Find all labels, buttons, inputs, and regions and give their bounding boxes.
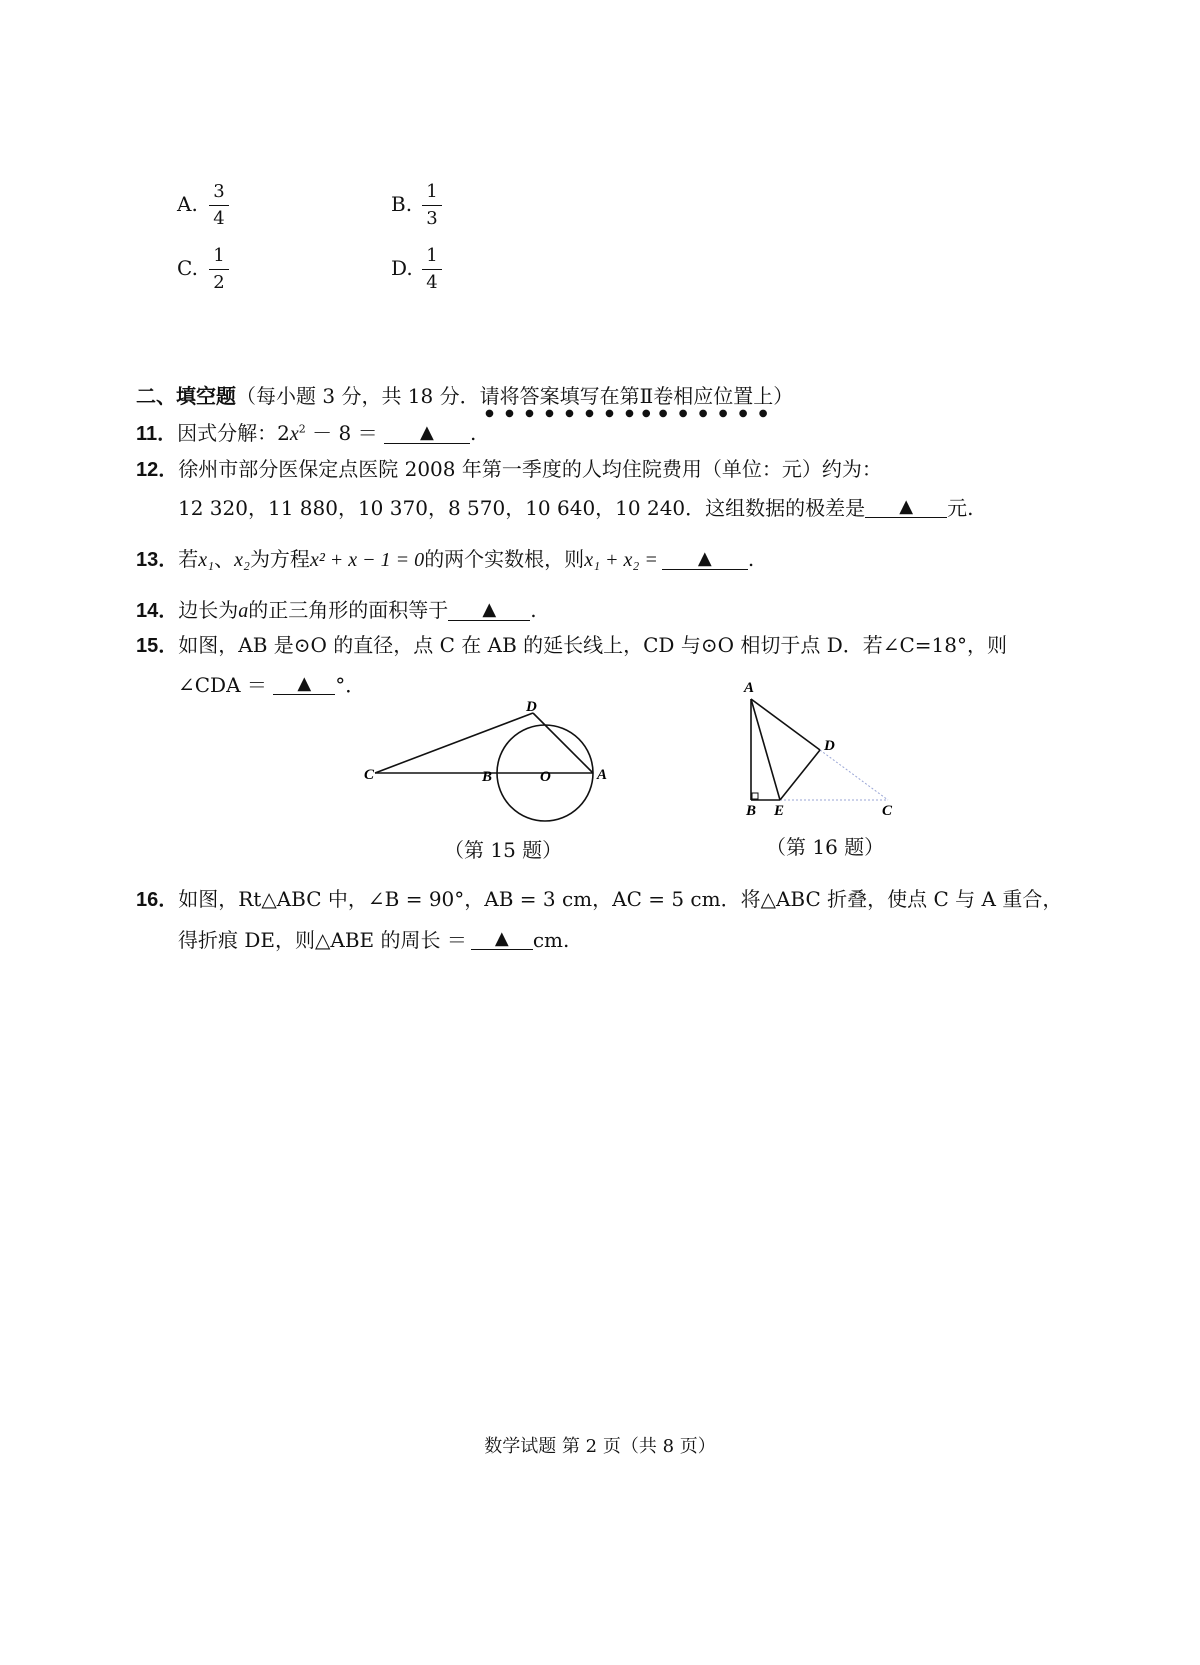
fig16-label-d: D [824,738,835,754]
choice-d-denominator: 4 [426,272,438,293]
answer-blank [865,495,947,518]
answer-blank [662,547,748,570]
q12-line2: 12 320，11 880，10 370，8 570，10 640，10 240．这组数据的极差是 [178,496,866,520]
choice-b-denominator: 3 [426,208,438,229]
q11-var: x [289,423,299,445]
question-12 [136,459,882,480]
q13-equation: x² + x − 1 = 0 [309,549,425,571]
fig15-label-b: B [482,769,493,785]
section-note-prefix: （每小题 3 分，共 18 分． [236,384,480,408]
section-note-suffix: ） [773,384,794,408]
fig15-tangent-cd [375,713,533,773]
question-16 [136,889,1062,910]
question-13: 13．若x₁、x₂为方程x² + x − 1 = 0的两个实数根，则x₁ + x₂ = ▲ . [136,547,755,571]
placeholder-triangle: ▲ [697,548,712,569]
section-title: 二、填空题 [136,384,236,408]
question-number: 13． [136,549,179,571]
answer-blank [273,672,335,695]
q12-line1: 徐州市部分医保定点医院 2008 年第一季度的人均住院费用（单位：元）约为： [178,457,882,481]
q13-pre: 若 [178,547,199,571]
section-heading [136,384,793,419]
fig16-line-ae [751,699,780,800]
q16-line2-pre: 得折痕 DE，则△ABE 的周长 ＝ [178,928,467,952]
question-number: 14． [136,600,179,622]
fig15-label-c: C [364,767,375,783]
question-number: 16． [136,889,179,911]
choice-d-numerator: 1 [426,245,438,266]
answer-blank [384,421,470,444]
q16-line1: 如图，Rt△ABC 中，∠B = 90°，AB = 3 cm，AC = 5 cm．将△ABC 折叠，使点 C 与 A 重合， [178,887,1063,911]
q12-unit: 元. [947,496,974,520]
choice-d-fraction [422,247,442,292]
fig16-side-dc-dashed [820,750,888,800]
choice-c-label: C. [177,256,198,280]
q13-sep: 、 [214,547,235,571]
fig16-label-e: E [774,803,785,819]
choice-a-fraction [209,183,229,228]
q15-line2-post: °． [335,673,366,697]
question-14: 14．边长为a的正三角形的面积等于 ▲ . [136,598,537,622]
placeholder-triangle: ▲ [420,422,434,443]
q14-var: a [238,600,249,622]
q13-post: 的两个实数根，则 [424,547,585,571]
fig16-crease-de [780,750,820,800]
q15-line1: 如图，AB 是⊙O 的直径，点 C 在 AB 的延长线上，CD 与⊙O 相切于点 D．若∠C=18°，则 [178,633,1007,657]
question-15 [136,635,1007,656]
answer-blank [448,598,530,621]
fig16-label-a: A [744,680,755,696]
choice-a-denominator: 4 [213,208,225,229]
q13-x2: x₂ [234,549,250,571]
q13-sum: x₁ + x₂ = [584,549,658,571]
page-footer: 数学试题 第 2 页（共 8 页） [484,1436,716,1457]
question-11: 11．因式分解：$2x^2 - 8$ ＝ ▲ . [136,421,477,445]
fig15-label-a: A [597,767,608,783]
fig16-line-ad [751,699,820,750]
answer-blank [471,927,533,950]
placeholder-triangle: ▲ [297,673,312,694]
question-number: 12． [136,459,179,481]
q11-tail: － 8 ＝ [305,421,384,445]
q14-post: 的正三角形的面积等于 [248,598,449,622]
fig15-label-d: D [526,699,537,715]
placeholder-triangle: ▲ [482,599,497,620]
question-16-line2 [178,927,569,950]
fig16-label-c: C [882,803,893,819]
q11-exponent: 2 [298,422,306,436]
q13-mid: 为方程 [249,547,310,571]
q15-line2-pre: ∠CDA ＝ [178,673,274,697]
choice-a-label: A. [177,192,198,216]
question-15-line2 [178,672,365,695]
fig16-right-angle-mark [752,793,758,799]
choice-c-fraction [209,247,229,292]
figure-16-caption: （第 16 题） [766,835,885,859]
choice-c-numerator: 1 [213,245,225,266]
fig15-chord-da [533,713,593,773]
section-note-emphasis: 请将答案填写在第Ⅱ卷相应位置上 [479,384,774,408]
q13-x1: x₁ [198,549,215,571]
question-number: 11． [136,423,178,445]
fig15-label-o: O [540,769,551,785]
placeholder-triangle: ▲ [494,928,509,949]
choice-b-numerator: 1 [426,181,438,202]
q14-pre: 边长为 [178,598,239,622]
q16-line2-post: cm. [532,928,570,952]
fig16-label-b: B [746,803,757,819]
choice-c-denominator: 2 [213,272,225,293]
figure-15-caption: （第 15 题） [444,838,563,862]
figure-15 [350,695,630,825]
figure-16 [728,670,918,828]
choice-b-fraction [422,183,442,228]
question-12-line2 [178,495,974,518]
q11-text: 因式分解：2 [177,421,290,445]
choice-a-numerator: 3 [213,181,225,202]
choice-d-label: D. [391,256,413,280]
choice-b-label: B. [391,192,413,216]
question-number: 15． [136,635,179,657]
placeholder-triangle: ▲ [899,496,914,517]
